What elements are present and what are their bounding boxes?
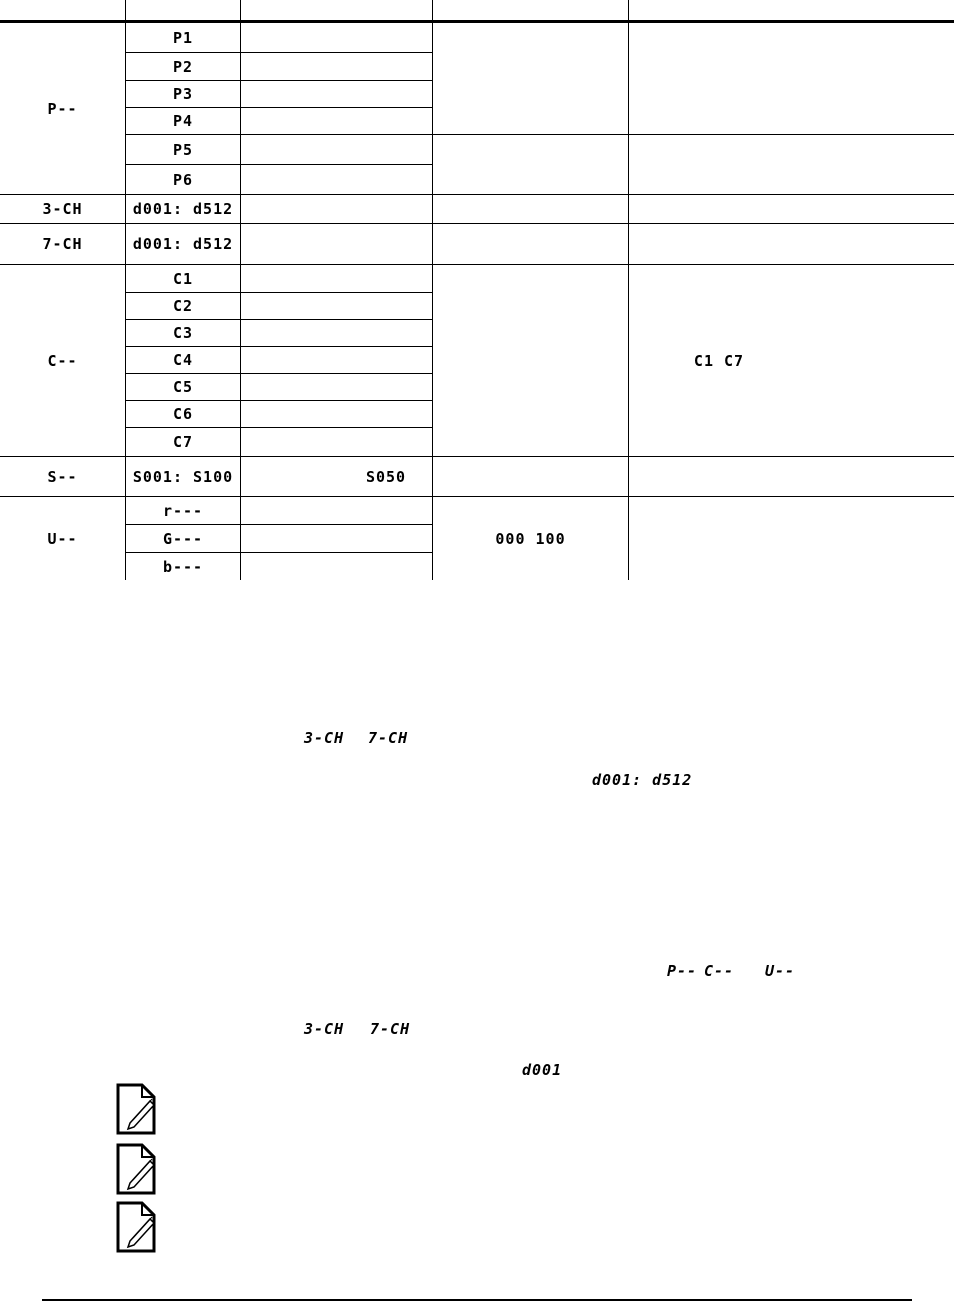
body-3ch-ref: 3-CH [304, 729, 345, 747]
program-item: P4 [172, 112, 194, 130]
color-item: C6 [172, 405, 194, 423]
color-mode-label: C-- [47, 351, 78, 370]
speed-range: S001: S100 [132, 467, 234, 486]
user-item-red: r--- [162, 501, 204, 520]
dmx-3ch-range: d001: d512 [132, 200, 234, 218]
body-7ch-ref: 7-CH [368, 729, 409, 747]
speed-mode-label: S-- [47, 467, 78, 486]
speed-default-value: S050 [365, 467, 407, 486]
note-icon [116, 1083, 156, 1135]
program-item: P2 [172, 57, 194, 76]
user-item-green: G--- [162, 529, 204, 548]
color-item: C7 [172, 433, 194, 451]
body-program-ref: P-- [667, 962, 698, 980]
note-icon [116, 1201, 156, 1253]
body-user-ref: U-- [765, 962, 796, 980]
program-mode-label: P-- [47, 99, 78, 118]
program-item: P1 [172, 28, 194, 47]
body-7ch-ref-2: 7-CH [370, 1020, 411, 1038]
body-default-address: d001 [522, 1061, 563, 1079]
color-item: C3 [172, 324, 194, 342]
body-3ch-ref-2: 3-CH [304, 1020, 345, 1038]
user-mode-label: U-- [47, 529, 78, 548]
body-color-ref: C-- [704, 962, 735, 980]
color-item: C5 [172, 378, 194, 396]
dmx-7ch-range: d001: d512 [132, 235, 234, 253]
dmx-3ch-label: 3-CH [42, 200, 83, 218]
note-icon [116, 1143, 156, 1195]
color-item: C4 [172, 351, 194, 369]
user-value-range: 000 100 [495, 529, 566, 548]
footer-rule [42, 1299, 912, 1301]
program-item: P5 [172, 140, 194, 159]
dmx-7ch-label: 7-CH [42, 235, 83, 253]
color-range-note: C1 C7 [693, 351, 745, 370]
program-item: P6 [172, 170, 194, 189]
user-item-blue: b--- [162, 557, 204, 576]
program-item: P3 [172, 85, 194, 103]
color-item: C1 [172, 269, 194, 288]
color-item: C2 [172, 297, 194, 315]
settings-table [0, 0, 954, 580]
body-dmx-range: d001: d512 [592, 771, 693, 789]
